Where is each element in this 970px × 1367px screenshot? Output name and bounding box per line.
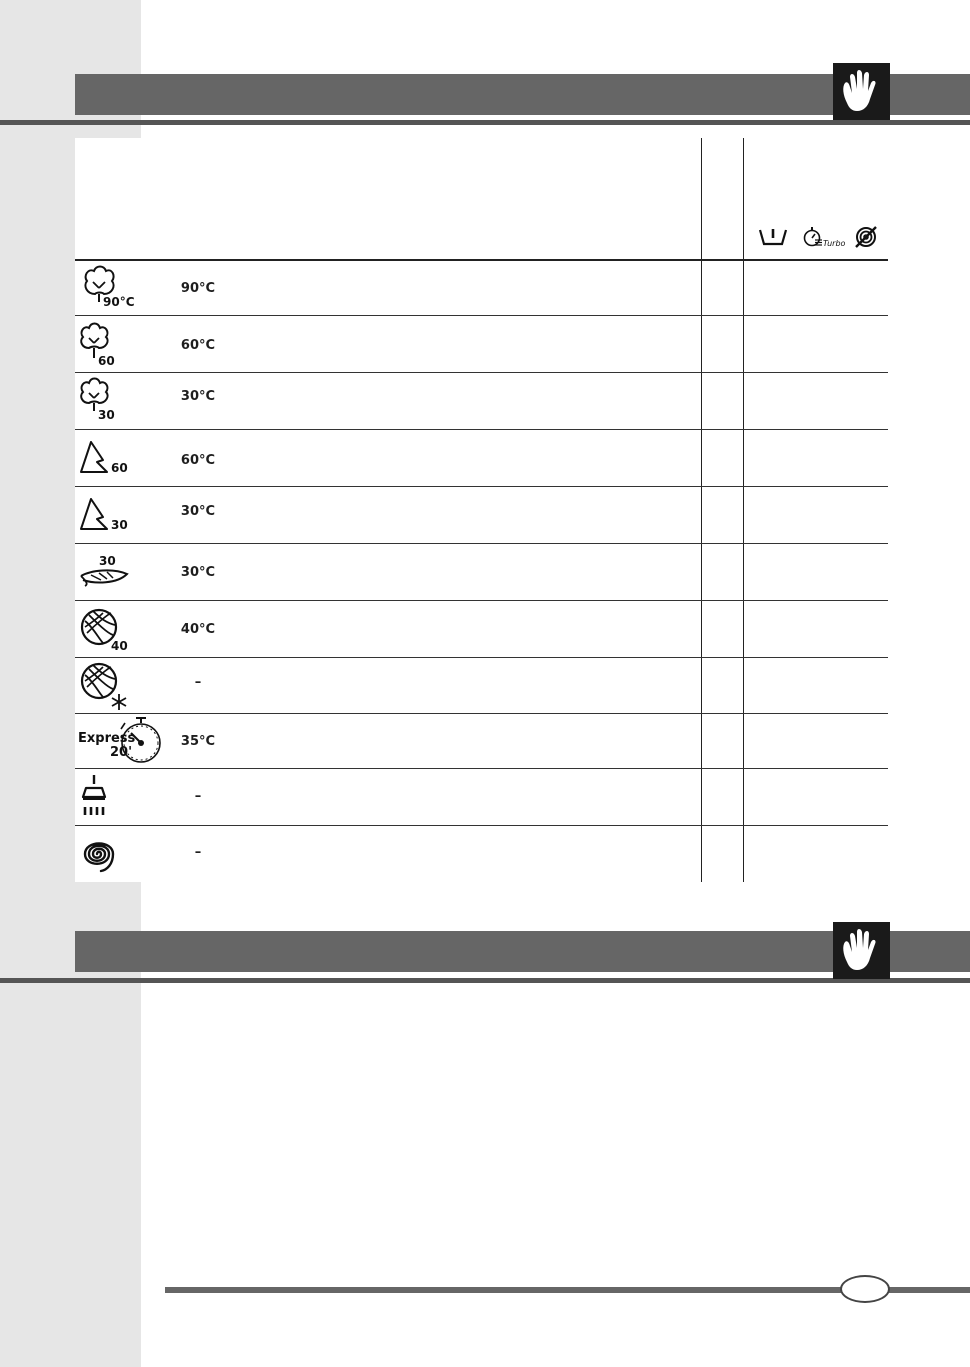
symbol-label: 90°C [103,295,135,309]
table-header-rule [75,259,888,261]
wool-cold-icon [77,660,139,710]
symbol-label: 30 [111,518,128,532]
table-row [75,432,888,486]
row-temperature: 60°C [180,453,216,468]
synthetic-icon [77,495,139,545]
symbol-label: Express [78,731,136,746]
hand-wash-icon [833,63,890,120]
symbol-sublabel: 20' [110,745,133,760]
cotton-icon [77,377,139,427]
delicate-feather-icon [77,550,139,600]
table-row [75,375,888,429]
table-row [75,660,888,713]
row-separator [75,825,888,826]
symbol-label: 30 [99,554,116,568]
hand-wash-icon [833,922,890,979]
row-separator [75,429,888,430]
row-separator [75,315,888,316]
row-temperature: 90°C [180,281,216,296]
row-temperature: 30°C [180,565,216,580]
row-separator [75,657,888,658]
row-separator [75,600,888,601]
table-row [75,489,888,543]
row-temperature: 30°C [180,389,216,404]
wool-icon [77,605,139,655]
row-separator [75,713,888,714]
table-row [75,262,888,315]
table-row [75,715,888,768]
row-separator [75,486,888,487]
row-temperature: – [194,789,202,804]
cotton-icon [77,322,139,372]
table-row [75,603,888,657]
symbol-label: 60 [98,354,115,368]
row-temperature: – [194,675,202,690]
turbo-timer-icon [802,226,846,252]
table-row [75,771,888,825]
snowflake-icon [112,694,126,710]
cotton-icon [77,264,139,314]
section-rule-bottom [0,978,970,983]
no-spin-icon [854,226,878,252]
synthetic-icon [77,438,139,488]
row-separator [75,372,888,373]
row-temperature: 30°C [180,504,216,519]
row-temperature: 40°C [180,622,216,637]
symbol-label: 40 [111,639,128,653]
row-temperature: 35°C [180,734,216,749]
table-row [75,318,888,372]
rinse-shower-icon [77,775,139,825]
spin-icon [77,834,139,884]
turbo-label: Turbo [823,239,846,248]
symbol-label: 30 [98,408,115,422]
row-separator [75,768,888,769]
express-timer-icon [77,713,167,763]
row-separator [75,543,888,544]
symbol-label: 60 [111,461,128,475]
prewash-icon [758,226,788,250]
row-temperature: – [194,845,202,860]
table-row [75,828,888,882]
section-rule-top [0,120,970,125]
page-number-oval [840,1275,890,1303]
table-row [75,546,888,600]
row-temperature: 60°C [180,338,216,353]
